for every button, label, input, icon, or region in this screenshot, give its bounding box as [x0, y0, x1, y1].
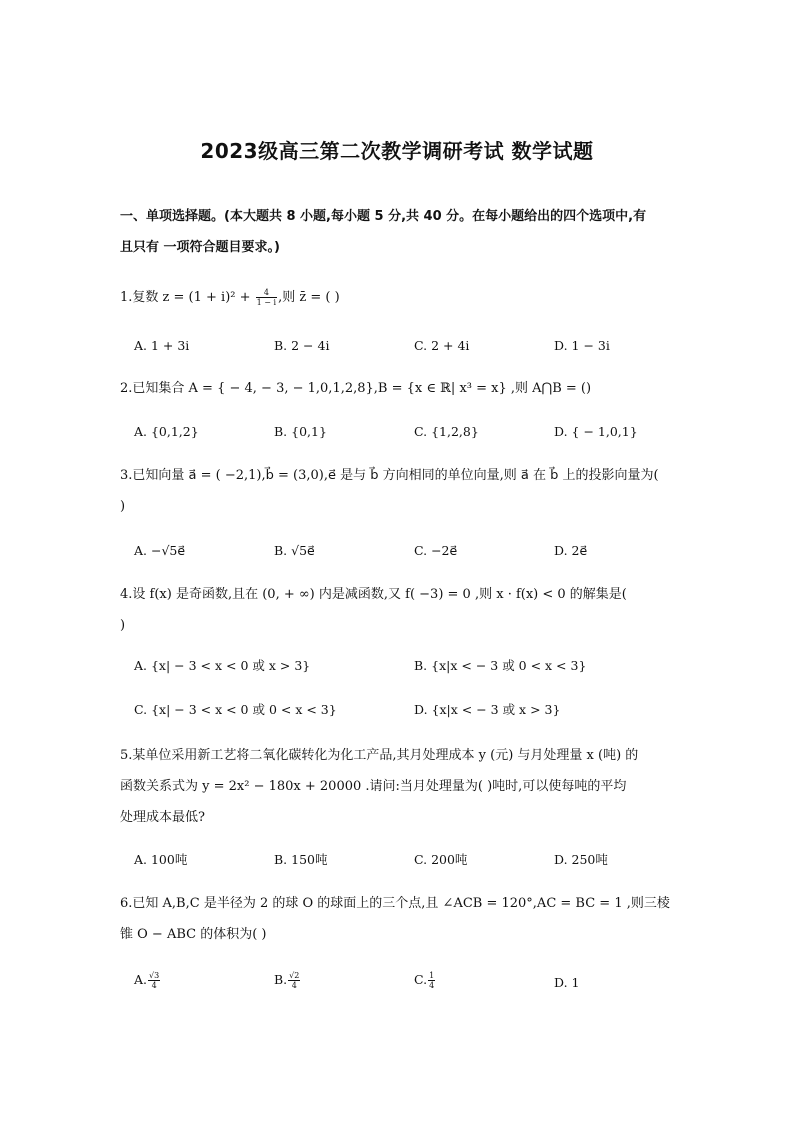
q1-option-c: C. 2 + 4i	[414, 338, 470, 353]
q3-option-a: A. −√5e⃗	[134, 543, 186, 558]
question-6	[120, 889, 680, 918]
q4-option-c: C. {x| − 3 < x < 0 或 0 < x < 3}	[134, 702, 337, 717]
q5-option-c: C. 200吨	[414, 852, 468, 867]
option-prefix: B.	[274, 972, 288, 987]
q2-option-c: C. {1,2,8}	[414, 424, 479, 439]
q5-option-b: B. 150吨	[274, 852, 328, 867]
question-5-line3: 处理成本最低?	[120, 810, 205, 825]
q1-option-d: D. 1 − 3i	[554, 338, 610, 353]
q3-option-c: C. −2e⃗	[414, 543, 458, 558]
option-prefix: A.	[134, 972, 148, 987]
fraction	[148, 971, 160, 990]
q6-option-c	[414, 970, 436, 990]
q2-option-a: A. {0,1,2}	[134, 424, 199, 439]
fraction-denominator: 4	[151, 981, 157, 990]
question-5	[120, 741, 680, 770]
question-5-line2: 函数关系式为 y = 2x² − 180x + 20000 .请问:当月处理量为( )吨时,可以使每吨的平均	[120, 779, 627, 794]
q4-option-a: A. {x| − 3 < x < 0 或 x > 3}	[134, 658, 311, 673]
question-text: 复数 z = (1 + i)² +	[132, 290, 255, 305]
q5-option-d: D. 250吨	[554, 852, 608, 867]
question-number: 3.	[120, 468, 133, 483]
fraction-denominator: 1 − i	[256, 298, 277, 307]
fraction-numerator: √3	[149, 971, 160, 980]
fraction-denominator: 4	[291, 981, 297, 990]
fraction-numerator: 1	[429, 971, 435, 980]
question-number: 5.	[120, 748, 133, 763]
question-2	[120, 374, 680, 403]
fraction-numerator: √2	[289, 971, 300, 980]
question-number: 6.	[120, 896, 133, 911]
q4-option-d: D. {x|x < − 3 或 x > 3}	[414, 702, 561, 717]
question-number: 4.	[120, 587, 133, 602]
question-4-line2: )	[120, 618, 126, 633]
section-heading-line1: 一、单项选择题。(本大题共 8 小题,每小题 5 分,共 40 分。在每小题给出的四个选项中,有	[120, 209, 647, 224]
q3-option-d: D. 2e⃗	[554, 543, 588, 558]
question-text: 已知向量 a⃗ = ( −2,1),b⃗ = (3,0),e⃗ 是与 b⃗ 方向相同的单位向量,则 a⃗ 在 b⃗ 上的投影向量为(	[132, 468, 659, 483]
option-prefix: D.	[554, 975, 568, 990]
fraction-numerator: 4	[256, 288, 277, 298]
question-text-tail: ,则 z̄ = ( )	[278, 290, 340, 305]
q6-option-a	[134, 970, 161, 990]
q6-option-b	[274, 970, 301, 990]
question-6-line2: 锥 O − ABC 的体积为( )	[120, 927, 267, 942]
q1-option-b: B. 2 − 4i	[274, 338, 330, 353]
q2-option-b: B. {0,1}	[274, 424, 327, 439]
question-number: 1.	[120, 290, 133, 305]
question-1	[120, 283, 680, 312]
q2-option-d: D. { − 1,0,1}	[554, 424, 638, 439]
question-text: 设 f(x) 是奇函数,且在 (0, + ∞) 内是减函数,又 f( −3) = 0 ,则 x · f(x) < 0 的解集是(	[132, 587, 627, 602]
section-heading-line2: 且只有 一项符合题目要求。)	[120, 240, 280, 255]
option-prefix: C.	[414, 972, 428, 987]
fraction	[428, 971, 435, 990]
fraction	[288, 971, 300, 990]
question-3	[120, 461, 680, 490]
question-3-line2: )	[120, 499, 126, 514]
q1-option-a: A. 1 + 3i	[134, 338, 190, 353]
q4-option-b: B. {x|x < − 3 或 0 < x < 3}	[414, 658, 587, 673]
question-4	[120, 580, 680, 609]
q5-option-a: A. 100吨	[134, 852, 188, 867]
fraction-denominator: 4	[429, 981, 435, 990]
q6-option-d	[554, 973, 580, 993]
question-text: 某单位采用新工艺将二氧化碳转化为化工产品,其月处理成本 y (元) 与月处理量 x (吨) 的	[132, 748, 639, 763]
q3-option-b: B. √5e⃗	[274, 543, 315, 558]
option-value: 1	[571, 975, 580, 990]
question-text: 已知 A,B,C 是半径为 2 的球 O 的球面上的三个点,且 ∠ACB = 120°,AC = BC = 1 ,则三棱	[132, 896, 670, 911]
question-number: 2.	[120, 381, 133, 396]
fraction	[256, 288, 277, 307]
page-title: 2023级高三第二次教学调研考试 数学试题	[200, 139, 594, 163]
question-text: 已知集合 A = { − 4, − 3, − 1,0,1,2,8},B = {x ∈ ℝ| x³ = x} ,则 A⋂B = ()	[132, 381, 592, 396]
